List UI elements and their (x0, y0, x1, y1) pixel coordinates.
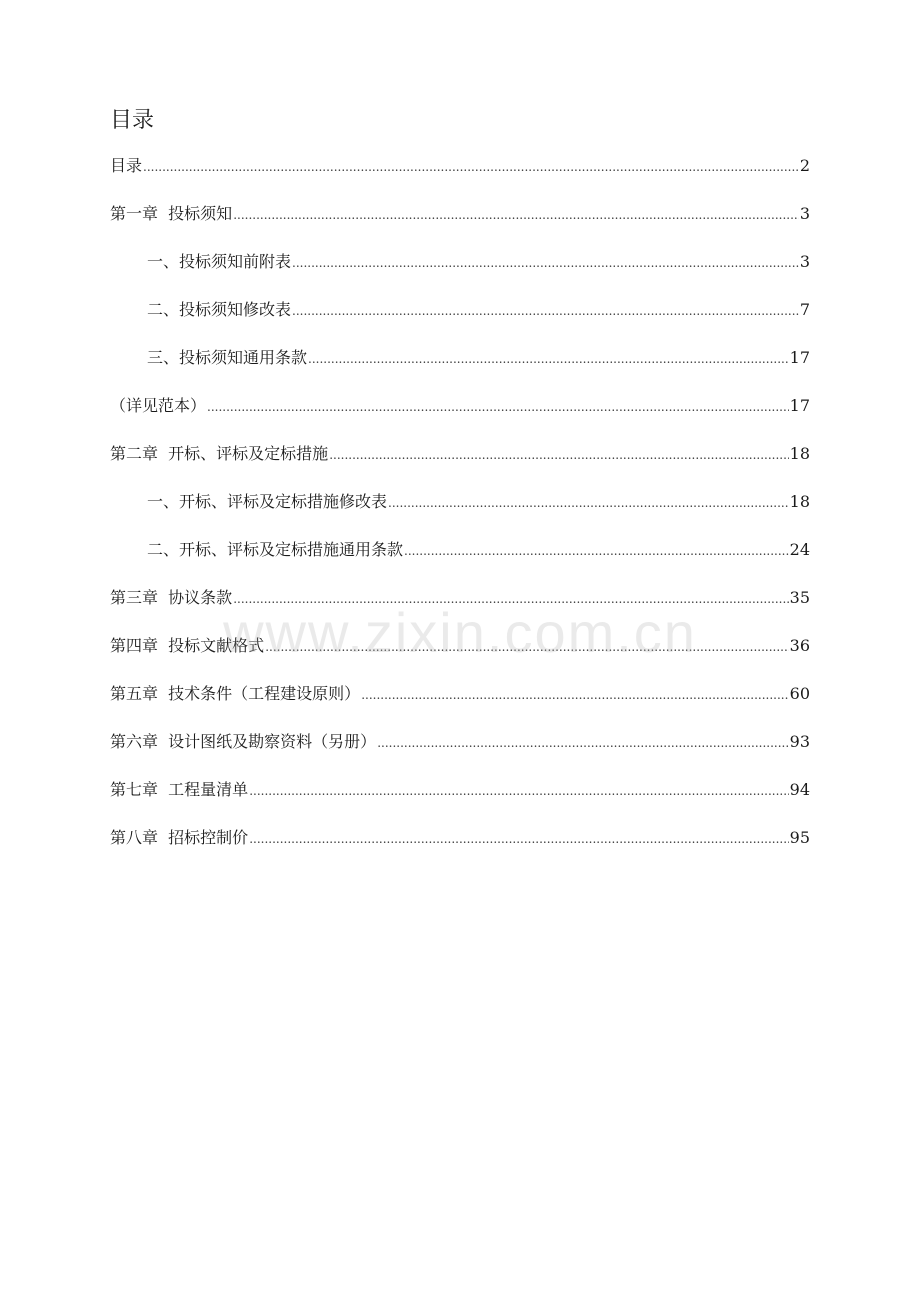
toc-entry-page: 7 (799, 300, 810, 319)
toc-entry-title: 第三章 协议条款 (110, 588, 233, 607)
toc-entry[interactable] (147, 345, 810, 371)
toc-entry[interactable] (110, 393, 810, 419)
toc-leader-dots (308, 346, 789, 372)
toc-entry-title: 第五章 技术条件（工程建设原则） (110, 684, 361, 703)
toc-entry[interactable] (110, 153, 810, 179)
toc-entry[interactable] (147, 297, 810, 323)
toc-entry-page: 95 (789, 828, 810, 847)
toc-entry-page: 3 (799, 252, 810, 271)
toc-entry-title: 一、开标、评标及定标措施修改表 (147, 492, 388, 511)
toc-entry-title: 二、开标、评标及定标措施通用条款 (147, 540, 404, 559)
toc-entry[interactable] (147, 249, 810, 275)
toc-entry-page: 3 (799, 204, 810, 223)
toc-entry-page: 18 (789, 444, 810, 463)
toc-entry-page: 35 (789, 588, 810, 607)
toc-heading: 目录 (110, 108, 155, 133)
toc-entry-title: （详见范本） (110, 396, 207, 415)
toc-entry[interactable] (110, 777, 810, 803)
toc-entry-title: 二、投标须知修改表 (147, 300, 292, 319)
toc-leader-dots (404, 538, 789, 564)
toc-entry-page: 17 (789, 396, 810, 415)
toc-entry[interactable] (147, 537, 810, 563)
toc-leader-dots (292, 298, 799, 324)
toc-leader-dots (388, 490, 789, 516)
watermark: www.zixin.com.cn (223, 601, 697, 664)
toc-entry-title: 一、投标须知前附表 (147, 252, 292, 271)
toc-entry-page: 94 (789, 780, 810, 799)
toc-entry-page: 17 (789, 348, 810, 367)
toc-entry[interactable] (110, 633, 810, 659)
toc-leader-dots (265, 634, 788, 660)
toc-leader-dots (143, 154, 799, 180)
toc-entry-page: 24 (789, 540, 810, 559)
toc-leader-dots (249, 778, 788, 804)
toc-leader-dots (377, 730, 788, 756)
toc-leader-dots (233, 586, 788, 612)
toc-entry-page: 36 (789, 636, 810, 655)
toc-leader-dots (292, 250, 799, 276)
toc-entry-title: 第七章 工程量清单 (110, 780, 249, 799)
toc-entry[interactable] (110, 729, 810, 755)
toc-entry[interactable] (110, 825, 810, 851)
toc-entry[interactable] (110, 585, 810, 611)
toc-leader-dots (361, 682, 788, 708)
toc-entry-page: 18 (789, 492, 810, 511)
toc-leader-dots (207, 394, 789, 420)
toc-entry[interactable] (147, 489, 810, 515)
toc-entry-title: 目录 (110, 156, 143, 175)
toc-entry-page: 60 (789, 684, 810, 703)
toc-leader-dots (249, 826, 788, 852)
toc-entry[interactable] (110, 681, 810, 707)
toc-entry-title: 第六章 设计图纸及勘察资料（另册） (110, 732, 377, 751)
toc-entry[interactable] (110, 201, 810, 227)
toc-entry-title: 三、投标须知通用条款 (147, 348, 308, 367)
toc-entry-page: 2 (799, 156, 810, 175)
toc-entry-page: 93 (789, 732, 810, 751)
toc-entry[interactable] (110, 441, 810, 467)
toc-entry-title: 第四章 投标文献格式 (110, 636, 265, 655)
toc-entry-title: 第一章 投标须知 (110, 204, 233, 223)
toc-entry-title: 第八章 招标控制价 (110, 828, 249, 847)
toc-leader-dots (233, 202, 799, 228)
toc-entry-title: 第二章 开标、评标及定标措施 (110, 444, 329, 463)
toc-leader-dots (329, 442, 788, 468)
